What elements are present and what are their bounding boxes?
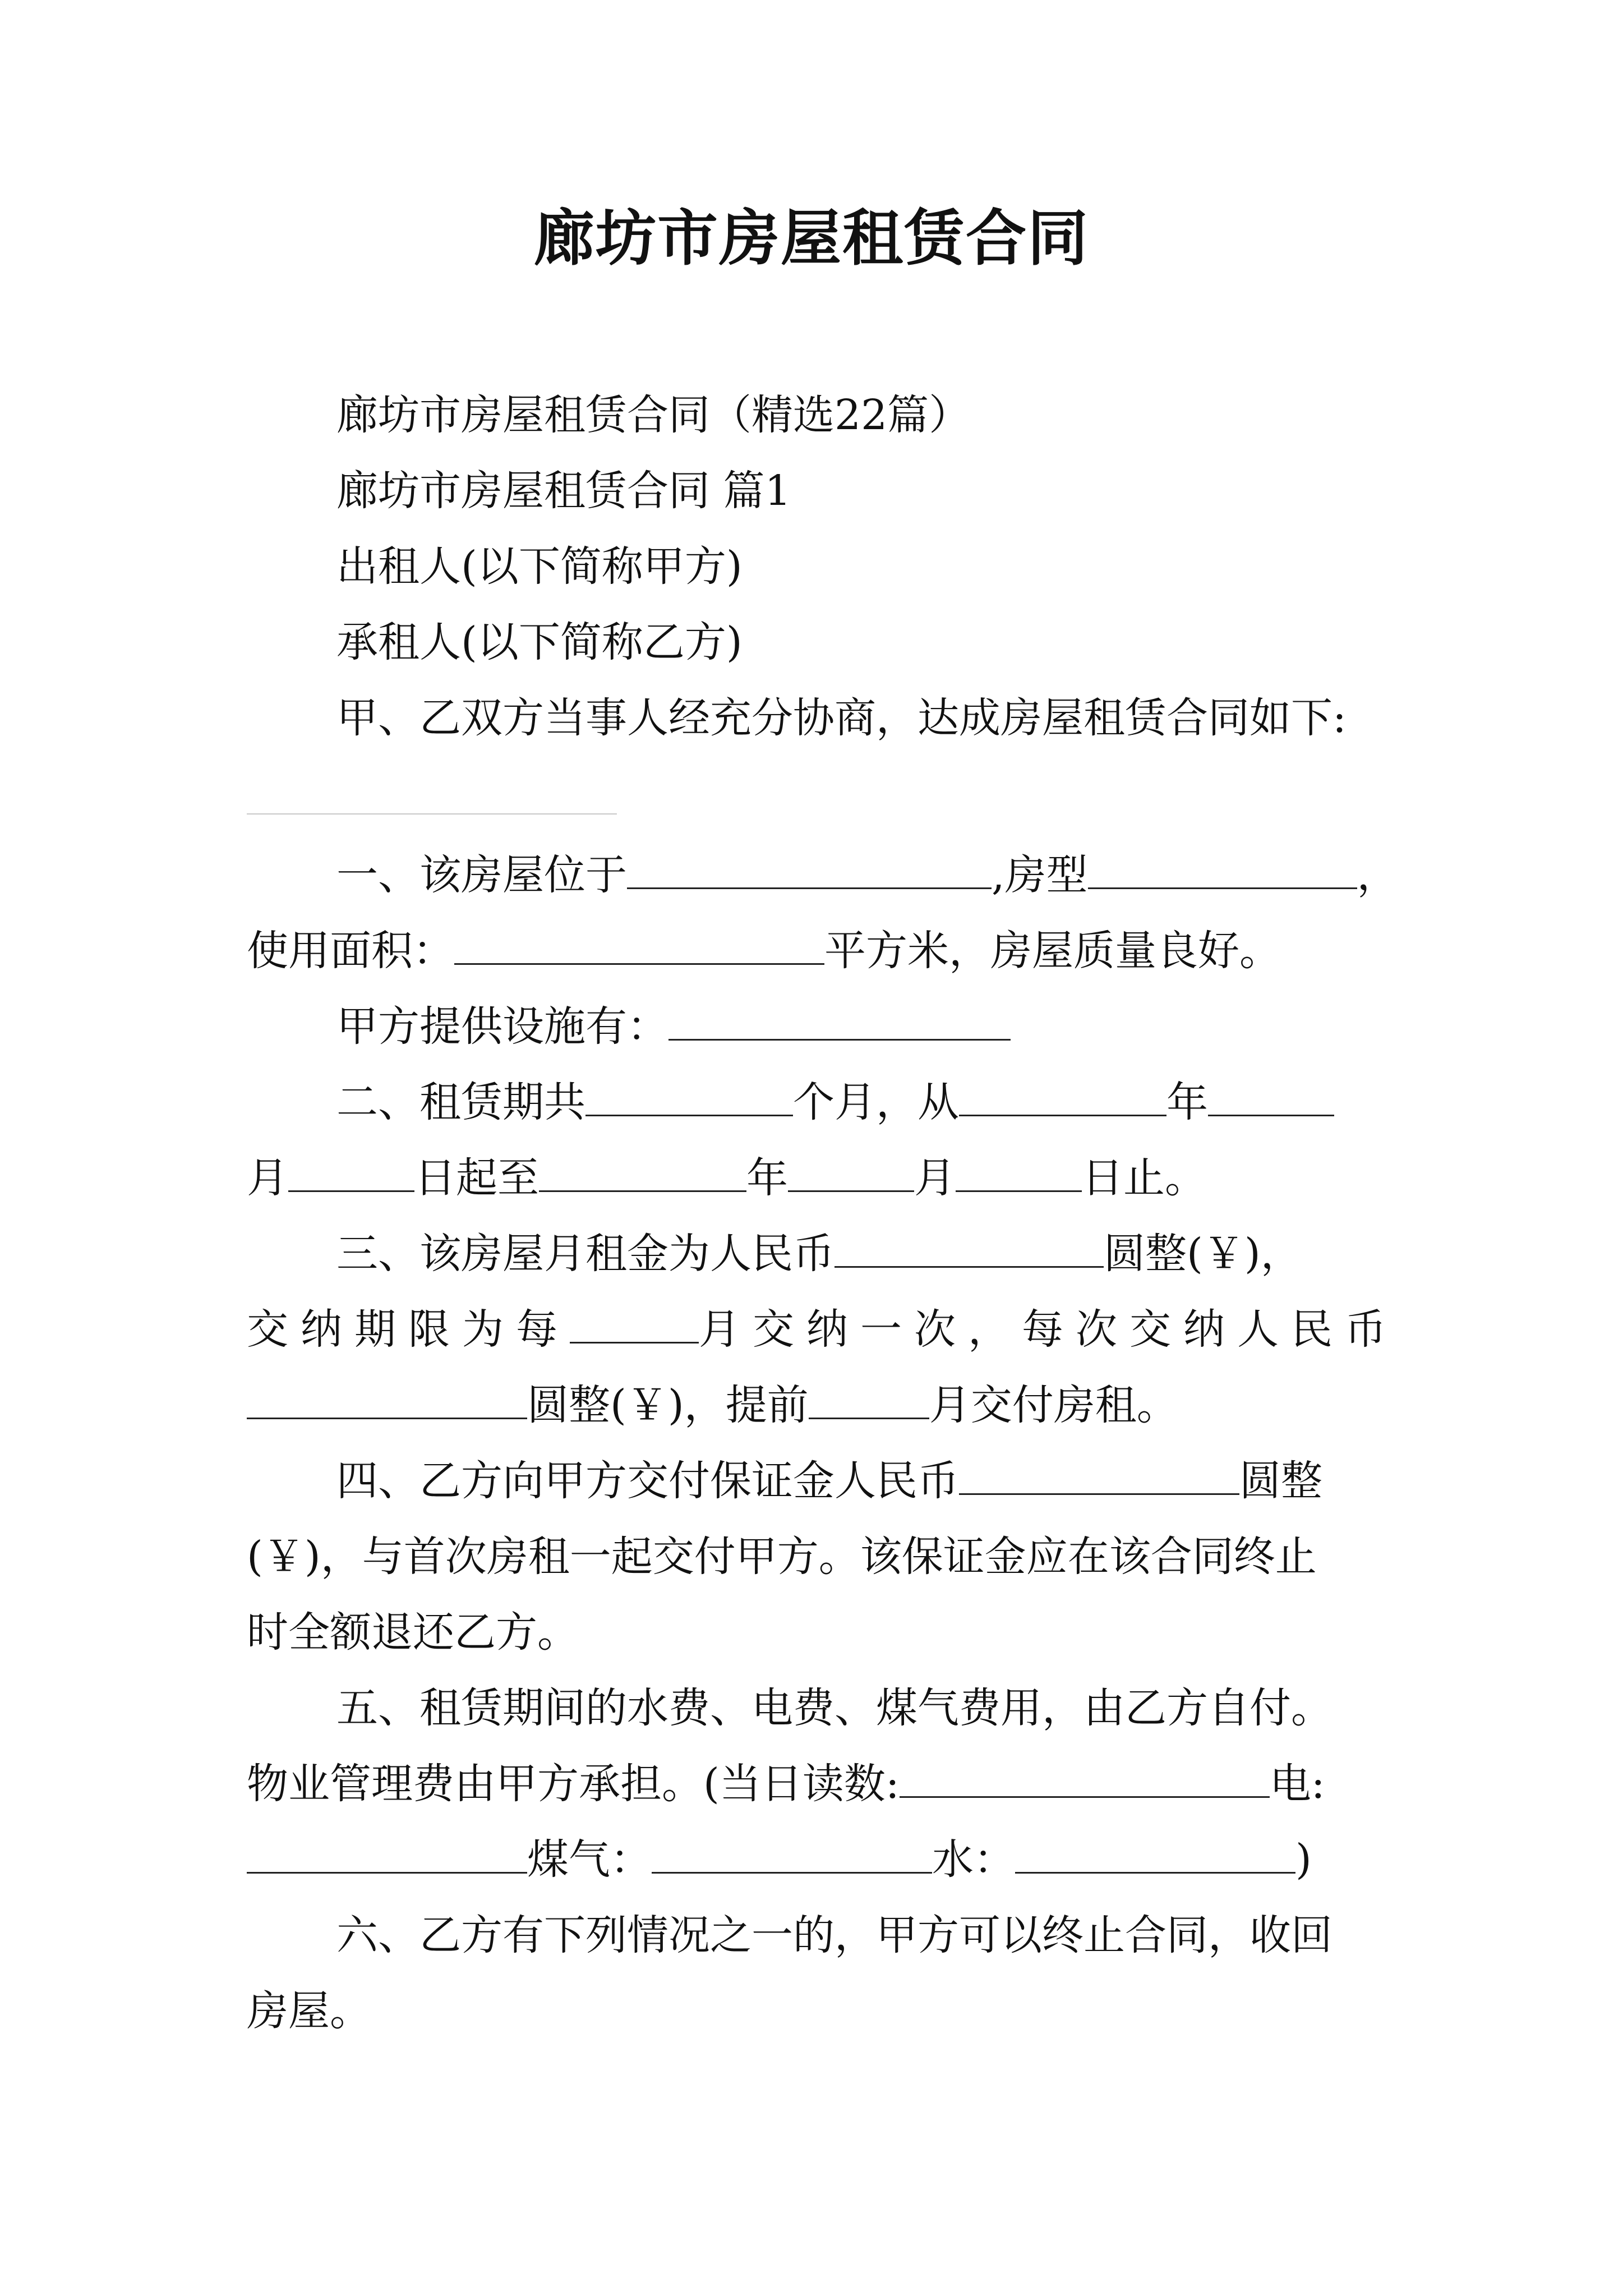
term-label: 二、租赁期共 bbox=[336, 1078, 585, 1126]
from-label: 个月，从 bbox=[793, 1078, 959, 1126]
clause1-line3 bbox=[336, 999, 1011, 1055]
clause5-line2 bbox=[247, 1756, 1325, 1812]
facilities-label: 甲方提供设施有： bbox=[336, 1002, 668, 1051]
deposit-blank bbox=[959, 1454, 1239, 1495]
facilities-blank bbox=[668, 1000, 1011, 1041]
clause3-line3 bbox=[247, 1377, 1178, 1433]
clause5-line1: 五、租赁期间的水费、电费、煤气费用，由乙方自付。 bbox=[336, 1684, 1332, 1732]
separator-line bbox=[247, 813, 617, 815]
clause1-line2 bbox=[247, 923, 1281, 979]
clause2-line2 bbox=[247, 1150, 1206, 1206]
clause1-line1 bbox=[336, 847, 1399, 903]
lessor-line: 出租人(以下简称甲方) bbox=[336, 542, 743, 591]
advance-label: 圆整(￥)，提前 bbox=[527, 1381, 809, 1429]
lessee-line: 承租人(以下简称乙方) bbox=[336, 618, 743, 666]
clause3-line2 bbox=[247, 1301, 1399, 1358]
clause4-line2: (￥)，与首次房租一起交付甲方。该保证金应在该合同终止 bbox=[247, 1533, 1317, 1581]
year-label: 年 bbox=[1166, 1078, 1208, 1126]
clause1-location-label: 一、该房屋位于 bbox=[336, 851, 627, 899]
clause3-line1 bbox=[336, 1226, 1302, 1282]
gas-blank bbox=[652, 1833, 932, 1874]
clause6-line2: 房屋。 bbox=[247, 1987, 371, 2035]
clause4-line1 bbox=[336, 1453, 1322, 1509]
payment-period-blank bbox=[570, 1303, 699, 1343]
end-year-blank bbox=[539, 1151, 746, 1192]
area-unit-text: 平方米，房屋质量良好。 bbox=[824, 927, 1281, 975]
until-label: 日起至 bbox=[414, 1154, 539, 1202]
gas-label: 煤气： bbox=[527, 1835, 652, 1884]
payment-amount-label: 月交纳一次，每次交纳人民币 bbox=[699, 1305, 1399, 1354]
clause5-line3 bbox=[247, 1832, 1312, 1888]
closing-paren: ) bbox=[1295, 1835, 1312, 1884]
clause1-type-label: ,房型 bbox=[992, 851, 1088, 899]
reading-label: 物业管理费由甲方承担。(当日读数: bbox=[247, 1760, 900, 1808]
section-heading: 廊坊市房屋租赁合同 篇1 bbox=[336, 467, 791, 515]
advance-blank bbox=[809, 1378, 929, 1419]
months-blank bbox=[585, 1075, 793, 1116]
subtitle: 廊坊市房屋租赁合同（精选22篇） bbox=[336, 391, 971, 439]
end-label: 日止。 bbox=[1082, 1154, 1206, 1202]
clause6-line1: 六、乙方有下列情况之一的，甲方可以终止合同，收回 bbox=[336, 1911, 1332, 1959]
deposit-unit: 圆整 bbox=[1239, 1457, 1322, 1505]
document-title: 廊坊市房屋租赁合同 bbox=[533, 203, 1089, 274]
area-label: 使用面积： bbox=[247, 927, 454, 975]
electricity-label: 电: bbox=[1269, 1760, 1325, 1808]
rent-unit: 圆整(￥)， bbox=[1104, 1230, 1302, 1278]
water-blank bbox=[1015, 1833, 1295, 1874]
deposit-label: 四、乙方向甲方交付保证金人民币 bbox=[336, 1457, 959, 1505]
clause4-line3: 时全额退还乙方。 bbox=[247, 1608, 579, 1657]
rent-blank bbox=[834, 1227, 1104, 1268]
reading-blank bbox=[900, 1757, 1270, 1798]
comma: ， bbox=[1357, 851, 1399, 899]
start-month-blank bbox=[1208, 1075, 1334, 1116]
start-year-blank bbox=[959, 1075, 1166, 1116]
area-blank bbox=[454, 924, 824, 965]
end-day-blank bbox=[956, 1151, 1082, 1192]
end-month-label: 月 bbox=[914, 1154, 956, 1202]
intro-line: 甲、乙双方当事人经充分协商，达成房屋租赁合同如下: bbox=[336, 694, 1347, 742]
location-blank bbox=[627, 848, 992, 889]
payment-period-label: 交纳期限为每 bbox=[247, 1305, 570, 1354]
advance-unit: 月交付房租。 bbox=[929, 1381, 1178, 1429]
house-type-blank bbox=[1088, 848, 1357, 889]
electricity-blank bbox=[247, 1833, 527, 1874]
month-label: 月 bbox=[247, 1154, 288, 1202]
start-day-blank bbox=[288, 1151, 414, 1192]
water-label: 水： bbox=[932, 1835, 1015, 1884]
payment-amount-blank bbox=[247, 1378, 527, 1419]
clause2-line1 bbox=[336, 1074, 1334, 1130]
rent-label: 三、该房屋月租金为人民币 bbox=[336, 1230, 834, 1278]
end-month-blank bbox=[788, 1151, 914, 1192]
end-year-label: 年 bbox=[746, 1154, 788, 1202]
